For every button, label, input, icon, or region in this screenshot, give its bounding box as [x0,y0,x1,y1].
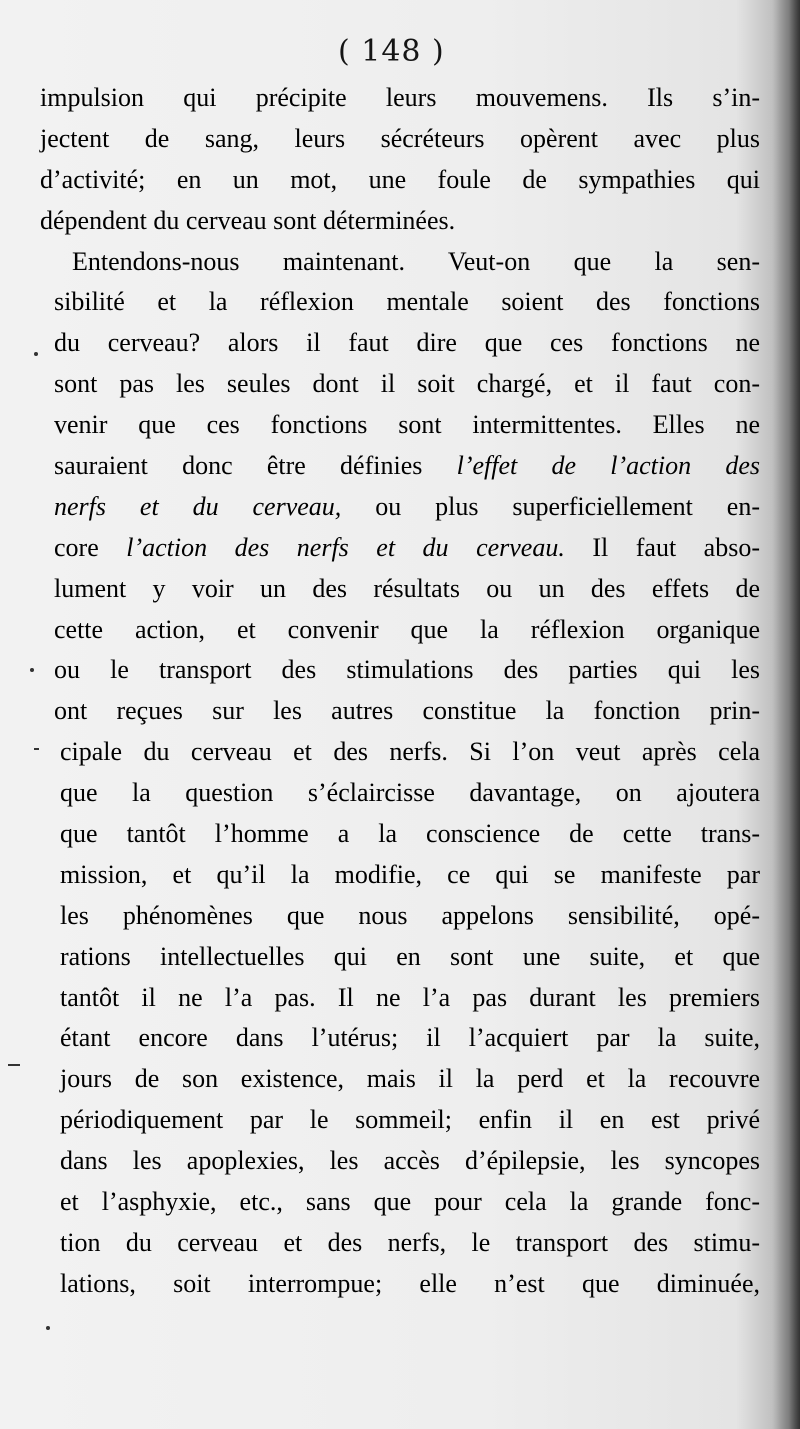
text-line-17: cipale du cerveau et des nerfs. Si l’on veut après cela [60,737,760,767]
text-line-14: cette action, et convenir que la réflexion organique [54,614,760,644]
text-line-23: tantôt il ne l’a pas. Il ne l’a pas durant les premiers [60,982,760,1012]
page-binding-shadow [772,0,800,1429]
text-line-8: sont pas les seules dont il soit chargé, et il faut con- [54,369,760,399]
text-line-18: que la question s’éclaircisse davantage, on ajoutera [60,778,760,808]
text-line-27: dans les apoplexies, les accès d’épilepsie, les syncopes [60,1146,760,1176]
text-line-25: jours de son existence, mais il la perd et la recouvre [60,1064,760,1094]
text-line-15: ou le transport des stimulations des parties qui les [54,655,760,685]
text-line-1: impulsion qui précipite leurs mouvemens. Ils s’in- [40,83,760,112]
text-line-20: mission, et qu’il la modifie, ce qui se manifeste par [60,859,760,889]
text-line-12-roman-b: Il faut abso- [564,532,760,562]
margin-speck [34,352,38,356]
text-line-21: les phénomènes que nous appelons sensibilité, opé- [60,900,760,930]
text-line-11-italic: nerfs et du cerveau, [54,491,342,521]
text-line-7: du cerveau? alors il faut dire que ces fonctions ne [54,328,760,358]
text-line-4: dépendent du cerveau sont déterminées. [40,205,456,235]
text-line-22: rations intellectuelles qui en sont une suite, et que [60,941,760,971]
text-line-6: sibilité et la réflexion mentale soient des fonctions [54,287,760,317]
text-line-30: lations, soit interrompue; elle n’est que diminuée, [60,1268,760,1298]
margin-speck [30,668,34,672]
text-line-26: périodiquement par le sommeil; enfin il en est privé [60,1105,760,1135]
page-number: ( 148 ) [338,34,445,69]
text-line-2: jectent de sang, leurs sécréteurs opèrent avec plus [40,123,760,153]
margin-speck [46,1326,50,1330]
text-line-9: venir que ces fonctions sont intermittentes. Elles ne [54,410,760,440]
text-line-10-roman: sauraient donc être définies [54,451,457,481]
body-text [40,78,760,1305]
text-line-12-roman-a: core [54,532,127,562]
text-line-16: ont reçues sur les autres constitue la fonction prin- [54,696,760,726]
text-line-28: et l’asphyxie, etc., sans que pour cela la grande fonc- [60,1187,760,1217]
text-line-5: Entendons-nous maintenant. Veut-on que la sen- [72,246,760,276]
text-line-29: tion du cerveau et des nerfs, le transport des stimu- [60,1227,760,1257]
text-line-11 [40,487,760,528]
text-line-10-italic: l’effet de l’action des [456,451,760,481]
text-line-13: lument y voir un des résultats ou un des effets de [54,573,760,603]
text-line-10 [40,446,760,487]
text-line-3: d’activité; en un mot, une foule de sympathies qui [40,164,760,194]
text-line-12-italic: l’action des nerfs et du cerveau. [126,532,565,562]
text-line-12 [40,528,760,569]
text-line-19: que tantôt l’homme a la conscience de cette trans- [60,819,760,849]
margin-speck [34,748,39,750]
margin-speck [8,1064,20,1066]
text-line-11-roman: ou plus superficiellement en- [341,491,760,521]
text-line-24: étant encore dans l’utérus; il l’acquiert par la suite, [60,1023,760,1053]
